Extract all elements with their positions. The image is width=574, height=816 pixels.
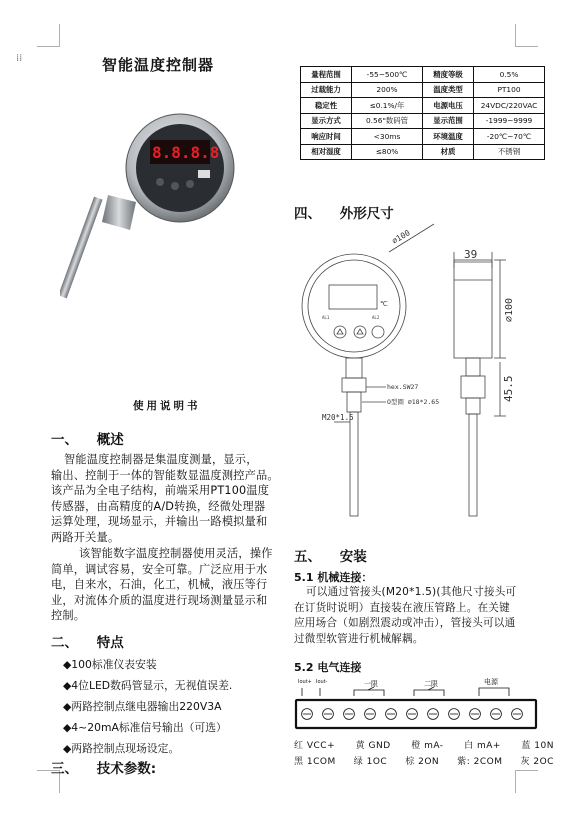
spec-value: 200% [352,82,423,98]
spec-key: 稳定性 [301,98,352,114]
dim-height-label: ∅100 [504,297,515,322]
section-3-heading: 三、 技术参数: [51,761,157,777]
spec-key: 量程范围 [301,67,352,83]
svg-text:8.8.8.8: 8.8.8.8 [152,143,220,162]
iout-plus-label: Iout+ [298,679,312,685]
list-item: ◆4~20mA标准信号输出（可选） [63,721,227,734]
limit-2-label: 二限 [424,680,438,688]
table-row [301,144,545,160]
crop-mark-bottom-right [515,770,538,793]
section-1-heading: 一、 概述 [51,432,124,448]
spec-key: 响应时间 [301,129,352,145]
section-1-paragraph-2: 该智能数字温度控制器使用灵活，操作 简单，调试容易，安全可靠。广泛应用于水 电，自来水，石油，化工，机械，液压等行 业，对流体介质的温度进行现场测量显示和 控制。 [51,547,273,623]
drag-handle-icon[interactable]: ⁞⁞ [16,53,23,64]
table-row [301,67,545,83]
spec-value: 不锈钢 [474,144,545,160]
dim-oring-label: O型圈 ∅18*2.65 [387,398,440,406]
manual-label: 使用说明书 [133,400,201,412]
spec-key: 电源电压 [423,98,474,114]
spec-table [300,66,545,160]
spec-value: 24VDC/220VAC [474,98,545,114]
spec-key: 显示范围 [423,113,474,129]
page-title: 智能温度控制器 [102,56,215,74]
spec-key: 显示方式 [301,113,352,129]
table-row [301,82,545,98]
table-row [301,129,545,145]
wiring-diagram [294,676,544,736]
section-5-1-text: 可以通过管接头(M20*1.5)(其他尺寸接头可 在订货时说明）直接装在液压管路上。在关键 应用场合（如剧烈震动或冲击），管接头可以通 过微型软管进行机械解耦。 [294,586,517,645]
wire-label: 绿 1OC [353,757,388,767]
spec-key: 过载能力 [301,82,352,98]
dim-width-label: 39 [464,248,478,261]
al1-label: AL1 [322,315,330,320]
section-4-heading: 四、 外形尺寸 [294,206,394,222]
table-row [301,98,545,114]
dim-diameter-label: ∅100 [390,228,412,246]
feature-list [63,654,232,759]
section-5-1-heading: 5.1 机械连接： [294,571,373,584]
wire-label: 蓝 10N [521,741,554,751]
spec-key: 材质 [423,144,474,160]
wire-label: 黑 1COM [294,757,336,767]
limit-1-label: 一限 [364,680,378,688]
dim-stem-label: 45.5 [502,375,515,402]
power-label: 电源 [484,678,498,686]
unit-label: ℃ [380,300,388,308]
wire-label: 灰 2OC [520,757,554,767]
iout-minus-label: Iout- [316,679,328,685]
al2-label: AL2 [372,315,380,320]
crop-mark-top-right [515,24,538,47]
wire-label: 棕 2ON [405,757,440,767]
spec-value: 0.5% [474,67,545,83]
section-2-heading: 二、 特点 [51,635,124,651]
spec-value: <30ms [352,129,423,145]
wire-label: 黄 GND [355,741,391,751]
wire-label: 紫: 2COM [457,757,503,767]
section-5-heading: 五、 安装 [294,549,367,565]
list-item: ◆4位LED数码管显示，无视值误差. [63,679,233,692]
spec-value: -20℃~70℃ [474,129,545,145]
dim-thread-label: M20*1.5 [322,413,354,422]
dim-hex-label: hex.SW27 [387,383,419,391]
spec-value: -1999~9999 [474,113,545,129]
spec-key: 环境温度 [423,129,474,145]
section-5-2-heading: 5.2 电气连接 [294,661,362,674]
wire-label: 红 VCC+ [294,741,336,751]
section-1-paragraph-1: 智能温度控制器是集温度测量，显示， 输出、控制于一体的智能数显温度测控产品。 该产品为全电子结构，前端采用PT100温度 传感器，由高精度的A/D转换，经微处理器 运算处理，现场显示，并输出一路模拟量和 两路开关量。 [51,453,279,544]
list-item: ◆100标准仪表安装 [63,658,157,671]
wire-label: 橙 mA- [411,741,444,751]
spec-key: 精度等级 [423,67,474,83]
spec-value: PT100 [474,82,545,98]
spec-value: ≤80% [352,144,423,160]
product-photo [60,110,250,310]
wire-label: 白 mA+ [464,741,501,751]
table-row [301,113,545,129]
wire-legend [294,738,554,767]
list-item: ◆两路控制点现场设定。 [63,742,180,755]
spec-key: 相对湿度 [301,144,352,160]
list-item: ◆两路控制点继电器输出220V3A [63,700,222,713]
spec-value: -55~500℃ [352,67,423,83]
crop-mark-top-left [37,24,60,47]
spec-key: 温度类型 [423,82,474,98]
dimension-drawing [294,222,534,522]
spec-value: 0.56"数码管 [352,113,423,129]
spec-value: ≤0.1%/年 [352,98,423,114]
